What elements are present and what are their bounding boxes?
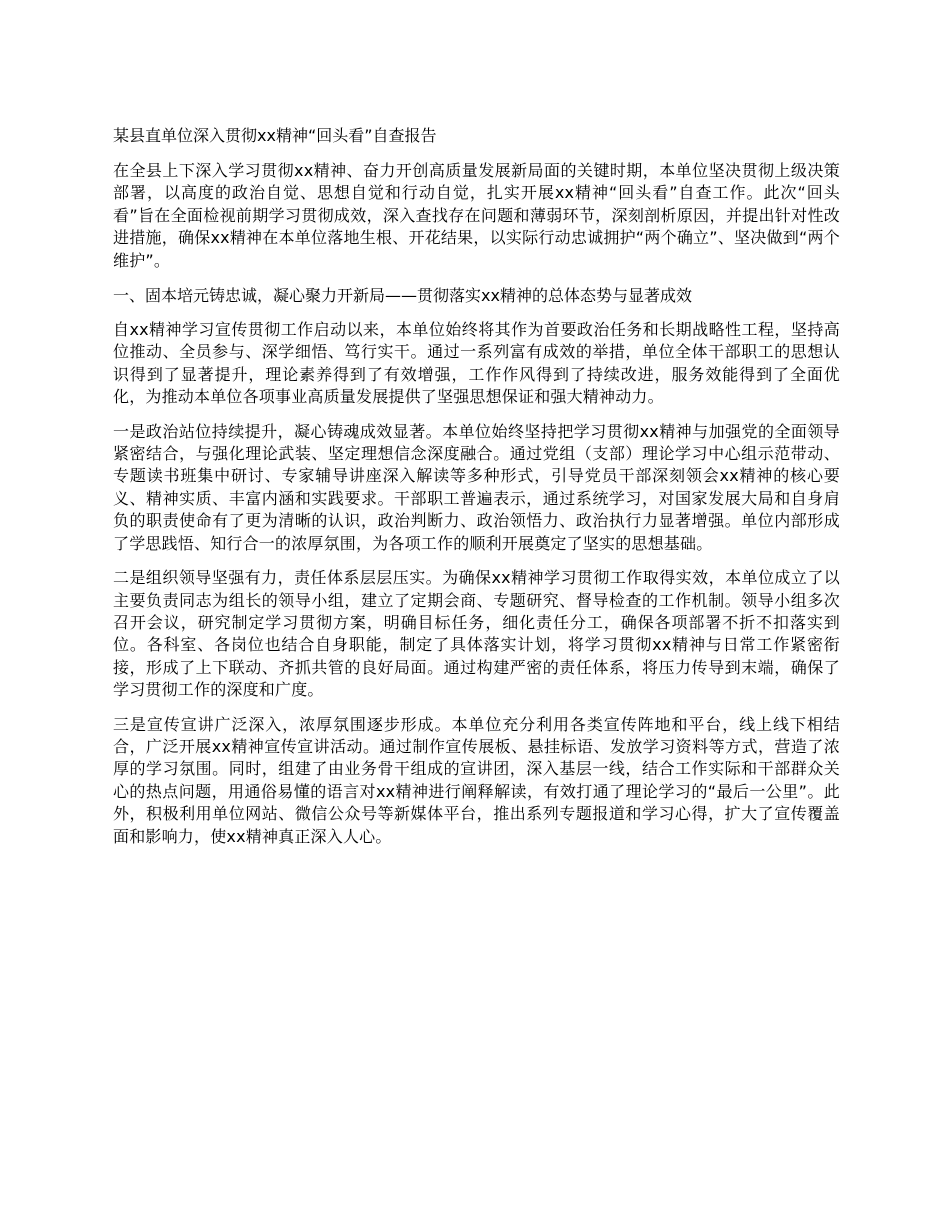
section-intro-paragraph: 自xx精神学习宣传贯彻工作启动以来，本单位始终将其作为首要政治任务和长期战略性工程，坚持高位推动、全员参与、深学细悟、笃行实干。通过一系列富有成效的举措，单位全体干部职工的思想认识得到了显著提升，理论素养得到了有效增强，工作作风得到了持续改进，服务效能得到了全面优化，为推动本单位各项事业高质量发展提供了坚强思想保证和强大精神动力。 — [113, 320, 840, 407]
point-two-paragraph: 二是组织领导坚强有力，责任体系层层压实。为确保xx精神学习贯彻工作取得实效，本单位成立了以主要负责同志为组长的领导小组，建立了定期会商、专题研究、督导检查的工作机制。领导小组多次召开会议，研究制定学习贯彻方案，明确目标任务，细化责任分工，确保各项部署不折不扣落实到位。各科室、各岗位也结合自身职能，制定了具体落实计划，将学习贯彻xx精神与日常工作紧密衔接，形成了上下联动、齐抓共管的良好局面。通过构建严密的责任体系，将压力传导到末端，确保了学习贯彻工作的深度和广度。 — [113, 568, 840, 700]
section-heading: 一、固本培元铸忠诚，凝心聚力开新局——贯彻落实xx精神的总体态势与显著成效 — [113, 286, 692, 306]
document-title: 某县直单位深入贯彻xx精神“回头看”自查报告 — [113, 126, 437, 145]
point-one-paragraph: 一是政治站位持续提升，凝心铸魂成效显著。本单位始终坚持把学习贯彻xx精神与加强党的全面领导紧密结合，与强化理论武装、坚定理想信念深度融合。通过党组（支部）理论学习中心组示范带动、专题读书班集中研讨、专家辅导讲座深入解读等多种形式，引导党员干部深刻领会xx精神的核心要义、精神实质、丰富内涵和实践要求。干部职工普遍表示，通过系统学习，对国家发展大局和自身肩负的职责使命有了更为清晰的认识，政治判断力、政治领悟力、政治执行力显著增强。单位内部形成了学思践悟、知行合一的浓厚氛围，为各项工作的顺利开展奠定了坚实的思想基础。 — [113, 421, 840, 553]
document-page — [113, 124, 840, 860]
point-three-paragraph: 三是宣传宣讲广泛深入，浓厚氛围逐步形成。本单位充分利用各类宣传阵地和平台，线上线下相结合，广泛开展xx精神宣传宣讲活动。通过制作宣传展板、悬挂标语、发放学习资料等方式，营造了浓厚的学习氛围。同时，组建了由业务骨干组成的宣讲团，深入基层一线，结合工作实际和干部群众关心的热点问题，用通俗易懂的语言对xx精神进行阐释解读，有效打通了理论学习的“最后一公里”。此外，积极利用单位网站、微信公众号等新媒体平台，推出系列专题报道和学习心得，扩大了宣传覆盖面和影响力，使xx精神真正深入人心。 — [113, 714, 840, 846]
intro-paragraph: 在全县上下深入学习贯彻xx精神、奋力开创高质量发展新局面的关键时期，本单位坚决贯彻上级决策部署，以高度的政治自觉、思想自觉和行动自觉，扎实开展xx精神“回头看”自查工作。此次“回头看”旨在全面检视前期学习贯彻成效，深入查找存在问题和薄弱环节，深刻剖析原因，并提出针对性改进措施，确保xx精神在本单位落地生根、开花结果，以实际行动忠诚拥护“两个确立”、坚决做到“两个维护”。 — [113, 161, 840, 270]
